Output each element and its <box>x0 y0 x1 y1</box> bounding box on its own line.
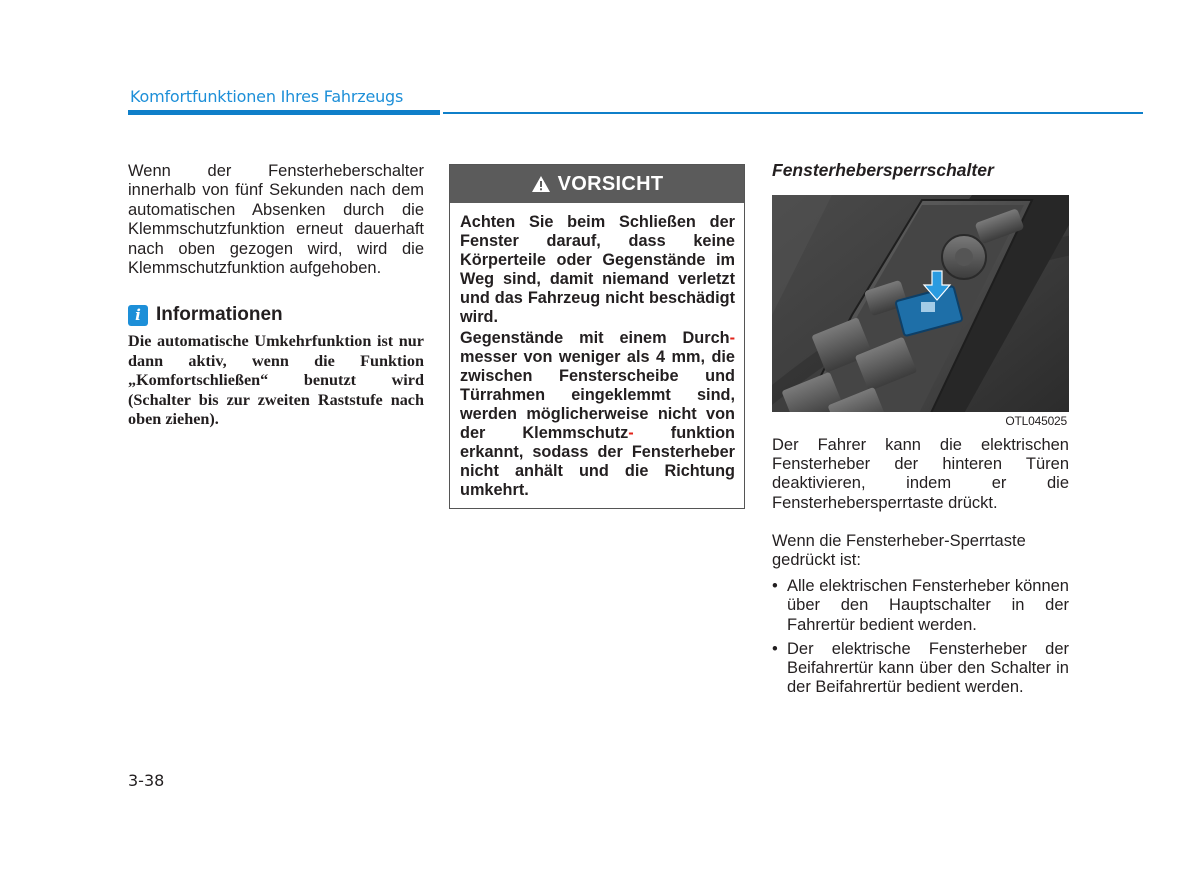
info-header <box>128 304 424 326</box>
info-text: Die automatische Umkehrfunktion ist nur dann aktiv, wenn die Funktion „Komfortschließen“ benutzt wird (Schalter bis zur zweiten Raststufe nach oben ziehen). <box>128 332 424 429</box>
list-item: • Alle elektrischen Fensterheber können über den Hauptschalter in der Fahrertür bedient werden. <box>772 577 1069 635</box>
section-title: Fensterhebersperrschalter <box>772 160 994 180</box>
caution-p2-part2: messer von weniger als 4 mm, die zwischen Fensterscheibe und Türrahmen eingeklemmt sind, werden möglicherweise nicht von der Klemmschutz <box>460 348 735 442</box>
right-column-heading <box>772 160 1069 181</box>
warning-triangle-icon <box>531 175 551 193</box>
window-lock-switch-photo <box>772 195 1069 432</box>
header-rule-thin <box>443 112 1143 114</box>
caution-header <box>450 165 744 203</box>
info-icon: i <box>128 305 148 326</box>
right-column-body <box>772 436 1069 702</box>
left-column <box>128 162 424 429</box>
chapter-title: Komfortfunktionen Ihres Fahrzeugs <box>130 87 404 106</box>
anti-pinch-paragraph: Wenn der Fensterheberschalter innerhalb von fünf Sekunden nach dem automatischen Absenken durch die Klemmschutzfunktion erneut dauerhaft nach oben gezogen wird, wird die Klemmschutzfunktion aufgehoben. <box>128 162 424 278</box>
info-title: Informationen <box>156 304 283 326</box>
caution-p2-part3: funktion erkannt, sodass der Fensterheber nicht anhält und die Richtung umkehrt. <box>460 423 735 499</box>
header-rule-thick <box>128 110 440 115</box>
caution-paragraph-2 <box>460 329 735 499</box>
hyphen-mark: - <box>628 423 634 442</box>
caution-title: VORSICHT <box>557 172 664 195</box>
list-item: • Der elektrische Fensterheber der Beifahrertür kann über den Schalter in der Beifahrertür bedient werden. <box>772 640 1069 698</box>
lock-pressed-intro: Wenn die Fensterheber-Sperrtaste gedrückt ist: <box>772 531 1026 570</box>
image-code-box <box>772 412 1069 432</box>
page-number: 3-38 <box>128 771 165 790</box>
hyphen-mark: - <box>729 329 735 348</box>
caution-box <box>449 164 745 509</box>
image-code: OTL045025 <box>1005 414 1067 428</box>
lock-effects-list <box>772 577 1069 697</box>
caution-p2-part1: Gegenstände mit einem Durch <box>460 329 730 348</box>
caution-body <box>450 203 744 500</box>
lock-description: Der Fahrer kann die elektrischen Fensterheber der hinteren Türen deaktivieren, indem er die Fensterhebersperrtaste drückt. <box>772 436 1069 512</box>
caution-paragraph-1: Achten Sie beim Schließen der Fenster darauf, dass keine Körperteile oder Gegenstände im Weg sind, damit niemand verletzt und das Fahrzeug nicht beschädigt wird. <box>460 213 735 326</box>
